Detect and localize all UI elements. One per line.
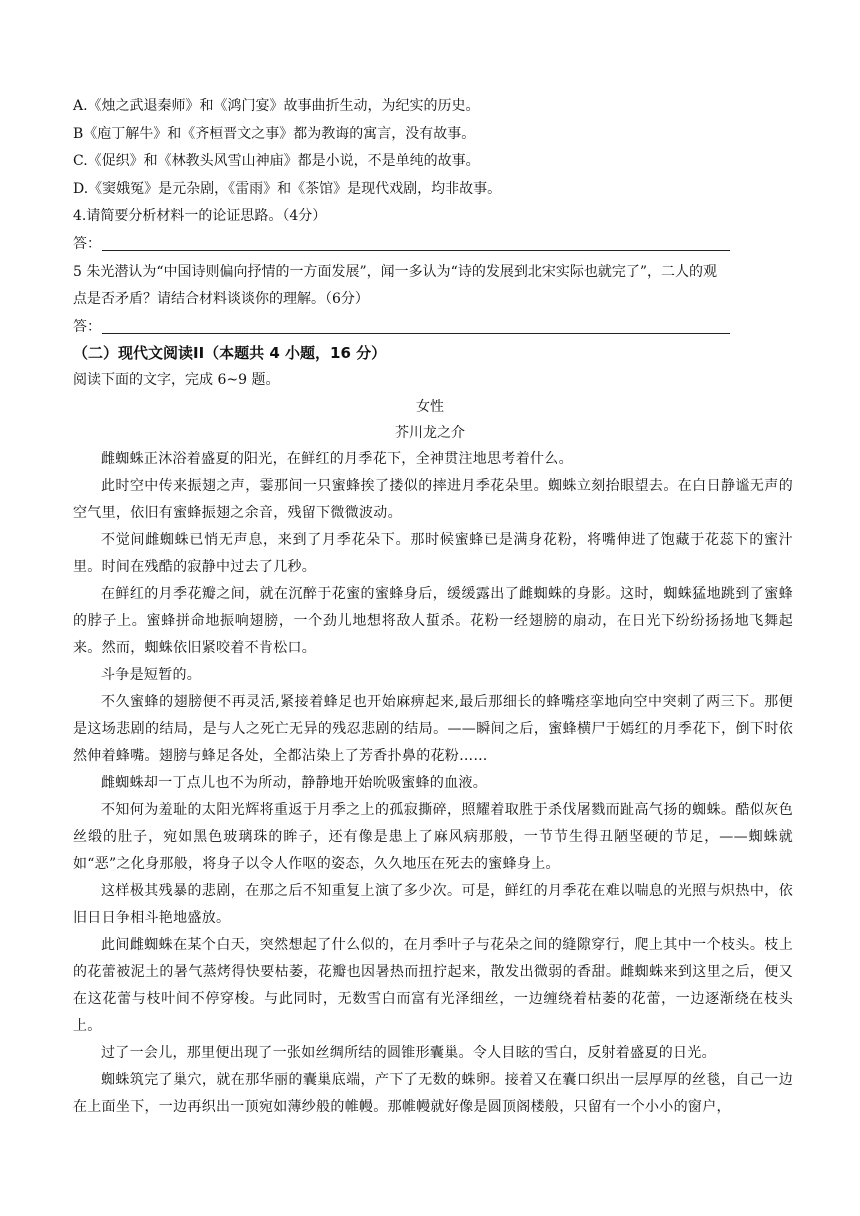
article-paragraph-1: 雌蜘蛛正沐浴着盛夏的阳光，在鲜红的月季花下，全神贯注地思考着什么。 [101, 451, 573, 467]
option-a: A.《烛之武退秦师》和《鸿门宴》故事曲折生动，为纪实的历史。 [73, 98, 480, 114]
article-paragraph-7: 雌蜘蛛却一丁点儿也不为所动，静静地开始吮吸蜜蜂的血液。 [101, 775, 488, 791]
option-b: B《庖丁解牛》和《齐桓晋文之事》都为教诲的寓言，没有故事。 [73, 126, 476, 142]
q4-answer-label: 答： [73, 236, 101, 252]
article-paragraph-6: 不久蜜蜂的翅膀便不再灵活,紧接着蜂足也开始麻痹起来,最后那细长的蜂嘴痉挛地向空中突刺了两三下。那便是这场悲剧的结局，是与人之死亡无异的残忍悲剧的结局。——瞬间之后，蜜蜂横尸于嫣红的月季花下，倒下时依然伸着蜂嘴。翅膀与蜂足各处，全都沾染上了芳香扑鼻的花粉…… [73, 694, 793, 764]
q4-answer-line[interactable] [102, 250, 730, 251]
article-title: 女性 [416, 399, 444, 415]
article-paragraph-10: 此间雌蜘蛛在某个白天，突然想起了什么似的，在月季叶子与花朵之间的缝隙穿行，爬上其中一个枝头。枝上的花蕾被泥土的暑气蒸烤得快要枯萎，花瓣也因暑热而扭拧起来，散发出微弱的香甜。雌蜘蛛来到这里之后，便又在这花蕾与枝叶间不停穿梭。与此同时，无数雪白而富有光泽细丝，一边缠绕着枯萎的花蕾，一边逐渐绕在枝头上。 [73, 937, 793, 1034]
article-paragraph-2: 此时空中传来振翅之声，霎那间一只蜜蜂挨了搂似的摔进月季花朵里。蜘蛛立刻抬眼望去。在白日静谧无声的空气里，依旧有蜜蜂振翅之余音，残留下微微波动。 [73, 478, 793, 521]
q5-answer-line[interactable] [102, 333, 730, 334]
article-paragraph-12: 蜘蛛筑完了巢穴，就在那华丽的囊巢底端，产下了无数的蛛卵。接着又在囊口织出一层厚厚的丝毯，自己一边在上面坐下，一边再织出一顶宛如薄纱般的帷幔。那帷幔就好像是圆顶阁楼般，只留有一个小小的窗户， [73, 1072, 793, 1115]
article-paragraph-3: 不觉间雌蜘蛛已悄无声息，来到了月季花朵下。那时候蜜蜂已是满身花粉，将嘴伸进了饱藏于花蕊下的蜜汁里。时间在残酷的寂静中过去了几秒。 [73, 532, 793, 575]
question-4: 4.请简要分析材料一的论证思路。（4分） [73, 208, 327, 224]
article-paragraph-4: 在鲜红的月季花瓣之间，就在沉醉于花蜜的蜜蜂身后，缓缓露出了雌蜘蛛的身影。这时，蜘蛛猛地跳到了蜜蜂的脖子上。蜜蜂拼命地振响翅膀，一个劲儿地想将敌人蜇杀。花粉一经翅膀的扇动，在日光下纷纷扬扬地飞舞起来。然而，蜘蛛依旧紧咬着不肯松口。 [73, 586, 793, 656]
q5-answer-label: 答： [73, 319, 101, 335]
option-c: C.《促织》和《林教头风雪山神庙》都是小说，不是单纯的故事。 [73, 153, 480, 169]
article-paragraph-5: 斗争是短暂的。 [101, 667, 202, 683]
article-author: 芥川龙之介 [395, 425, 465, 441]
question-5-line2: 点是否矛盾？请结合材料谈谈你的理解。（6分） [73, 291, 369, 307]
section-heading: （二）现代文阅读II（本题共 4 小题，16 分） [73, 344, 387, 362]
article-paragraph-8: 不知何为羞耻的太阳光辉将重返于月季之上的孤寂撕碎，照耀着取胜于杀伐屠戮而趾高气扬的蜘蛛。酷似灰色丝缎的肚子，宛如黑色玻璃珠的眸子，还有像是患上了麻风病那般，一节节生得丑陋坚硬的节足，——蜘蛛就如“恶”之化身那般，将身子以令人作呕的姿态，久久地压在死去的蜜蜂身上。 [73, 802, 793, 872]
question-5-line1: 5 朱光潜认为“中国诗则偏向抒情的一方面发展”，闻一多认为“诗的发展到北宋实际也就完了”，二人的观 [73, 264, 717, 280]
article-paragraph-11: 过了一会儿，那里便出现了一张如丝绸所结的圆锥形囊巢。令人目眩的雪白，反射着盛夏的日光。 [101, 1045, 716, 1061]
option-d: D.《窦娥冤》是元杂剧，《雷雨》和《茶馆》是现代戏剧，均非故事。 [73, 181, 502, 197]
article-paragraph-9: 这样极其残暴的悲剧，在那之后不知重复上演了多少次。可是，鲜红的月季花在难以喘息的光照与炽热中，依旧日日争相斗艳地盛放。 [73, 883, 793, 926]
section-instruction: 阅读下面的文字，完成 6~9 题。 [73, 372, 280, 388]
